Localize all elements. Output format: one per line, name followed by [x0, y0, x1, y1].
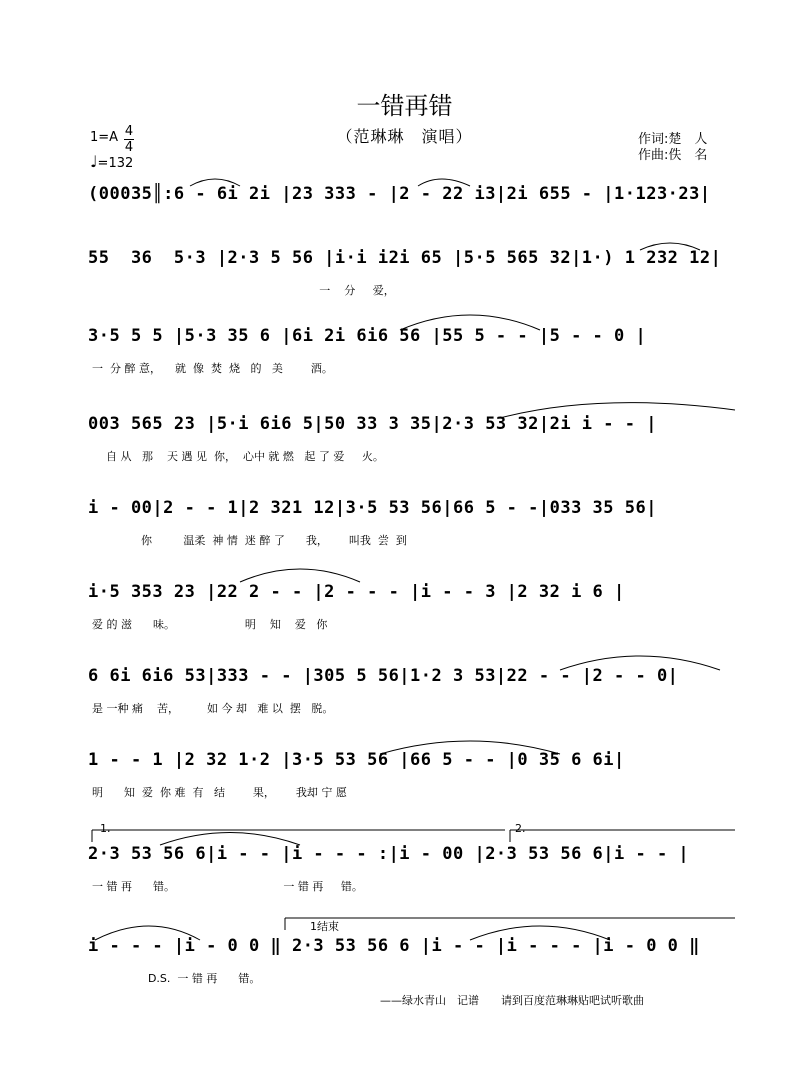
lyric-line: 明 知 爱 你 难 有 结 果， 我却 宁 愿	[92, 786, 347, 799]
score-system-7	[0, 662, 809, 752]
notation-line: 1 - - 1 |2 32 1·2 |3·5 53 56 |66 5 - - |0 35 6 6i|	[88, 750, 625, 770]
notation-line: i·5 353 23 |22 2 - - |2 - - - |i - - 3 |2 32 i 6 |	[88, 582, 625, 602]
notation-line: 6 6i 6i6 53|333 - - |305 5 56|1·2 3 53|22 - - |2 - - 0|	[88, 666, 679, 686]
tempo-marking	[90, 152, 133, 171]
lyric-line: 一 分 醉 意， 就 像 焚 烧 的 美 酒。	[92, 362, 333, 375]
lyric-line: 自 从 那 天 遇 见 你， 心中 就 燃 起 了 爱 火。	[92, 450, 384, 463]
lyricist-credit: 作词:楚 人	[638, 132, 708, 147]
coda-ending-label: 1结束	[310, 920, 339, 933]
notation-line: i - - - |i - 0 0 ‖ 2·3 53 56 6 |i - - |i - - - |i - 0 0 ‖	[88, 936, 700, 956]
score-system-6	[0, 578, 809, 668]
lyric-line: 爱 的 滋 味。 明 知 爱 你	[92, 618, 328, 631]
lyric-line: D.S. 一 错 再 错。	[92, 972, 261, 985]
notation-line: (00035║:6 - 6i 2i |23 333 - |2 - 22 i3|2i 655 - |1·123·23|	[88, 184, 711, 204]
score-system-2	[0, 244, 809, 334]
score-system-5	[0, 494, 809, 584]
credits	[638, 132, 707, 164]
key-signature: 1=A	[90, 130, 119, 145]
footer-note: ——绿水青山 记谱 请到百度范琳琳贴吧试听歌曲	[380, 994, 644, 1007]
lyric-line: 你 温柔 神 情 迷 醉 了 我， 叫我 尝 到	[92, 534, 407, 547]
notation-line: 2·3 53 56 6|i - - |i - - - :|i - 00 |2·3 53 56 6|i - - |	[88, 844, 690, 864]
score-system-9	[0, 822, 809, 930]
quarter-note-icon: ♩	[90, 152, 98, 171]
first-ending-label: 1.	[100, 822, 111, 835]
lyric-line: 一 分 爱，	[92, 284, 395, 297]
score-system-10	[0, 920, 809, 1022]
time-signature-top: 4	[124, 124, 134, 139]
second-ending-label: 2.	[515, 822, 526, 835]
lyric-line: 是 一种 痛 苦， 如 今 却 难 以 摆 脱。	[92, 702, 334, 715]
notation-line: i - 00|2 - - 1|2 321 12|3·5 53 56|66 5 - -|033 35 56|	[88, 498, 657, 518]
notation-line: 55 36 5·3 |2·3 5 56 |i·i i2i 65 |5·5 565 32|1·) 1 232 12|	[88, 248, 722, 268]
time-signature	[124, 124, 134, 155]
song-subtitle: （范琳琳 演唱）	[336, 127, 473, 146]
composer-credit: 作曲:佚 名	[638, 148, 708, 163]
time-signature-bottom: 4	[124, 140, 134, 155]
score-system-8	[0, 746, 809, 836]
score-system-3	[0, 322, 809, 412]
tempo-value: =132	[97, 156, 134, 171]
notation-line: 003 565 23 |5·i 6i6 5|50 33 3 35|2·3 53 32|2i i - - |	[88, 414, 657, 434]
score-system-4	[0, 410, 809, 500]
lyric-line: 一 错 再 错。 一 错 再 错。	[92, 880, 363, 893]
notation-line: 3·5 5 5 |5·3 35 6 |6i 2i 6i6 56 |55 5 - - |5 - - 0 |	[88, 326, 647, 346]
song-title: 一错再错	[356, 92, 453, 120]
